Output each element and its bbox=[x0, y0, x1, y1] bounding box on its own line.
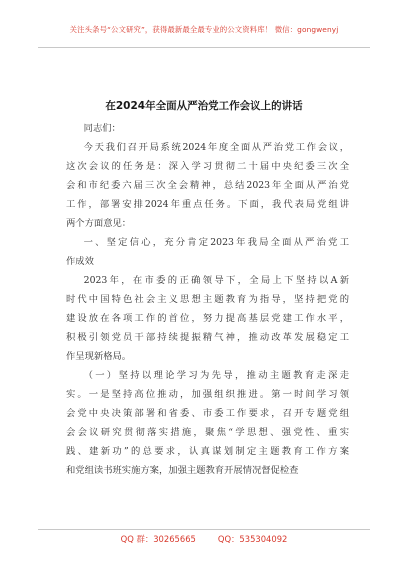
paragraph-line: 这次会议的任务是：深入学习贯彻二十届中央纪委三次全 bbox=[66, 161, 349, 172]
salutation: 同志们： bbox=[83, 123, 121, 134]
paragraph-line: 作成效 bbox=[66, 256, 94, 267]
paragraph-line: 工作，部署安排2024年重点任务。下面，我代表局党组讲 bbox=[66, 199, 349, 210]
paragraph-line: 和党组读书班实施方案，加强主题教育开展情况督促检查 bbox=[66, 465, 299, 476]
paragraph-line: 会党中央决策部署和省委、市委工作要求，召开专题党组 bbox=[66, 408, 349, 419]
paragraph-line: 一、坚定信心，充分肯定2023年我局全面从严治党工 bbox=[83, 237, 349, 248]
paragraph-line: 实。一是坚持高位推动，加强组织推进。第一时间学习领 bbox=[66, 389, 349, 400]
paragraph bbox=[66, 366, 349, 480]
header-divider bbox=[38, 47, 370, 48]
paragraph-line: （一）坚持以理论学习为先导，推动主题教育走深走 bbox=[83, 370, 349, 381]
top-promo-banner: 关注头条号“公文研究”，获得最新最全最专业的公文资料库！ 微信：gongwenyj bbox=[69, 25, 339, 34]
paragraph-line: 2023年，在市委的正确领导下，全局上下坚持以A新 bbox=[83, 275, 349, 286]
footer-divider bbox=[38, 529, 370, 530]
paragraph bbox=[66, 138, 349, 233]
footer-contact bbox=[0, 533, 408, 545]
paragraph bbox=[66, 271, 349, 366]
paragraph-line: 会和市纪委六届三次全会精神，总结2023年全面从严治党 bbox=[66, 180, 349, 191]
document-body bbox=[66, 119, 349, 480]
paragraph bbox=[66, 233, 349, 271]
paragraph-line: 践、建新功”的总要求，认真谋划制定主题教育工作方案 bbox=[66, 446, 349, 457]
paragraph-line: 两个方面意见： bbox=[66, 218, 132, 229]
paragraph-line: 今天我们召开局系统2024年度全面从严治党工作会议， bbox=[83, 142, 349, 153]
footer-qq-id: QQ：535304092 bbox=[217, 534, 288, 544]
paragraph-line: 积极引领党员干部持续提振精气神，推动改革发展稳定工 bbox=[66, 332, 349, 343]
paragraph-line: 会会议研究贯彻落实措施，聚焦“学思想、强党性、重实 bbox=[66, 427, 349, 438]
paragraph-line: 时代中国特色社会主义思想主题教育为指导，坚持把党的 bbox=[66, 294, 349, 305]
paragraph-list bbox=[66, 138, 349, 480]
paragraph-line: 作呈现新格局。 bbox=[66, 351, 132, 362]
paragraph-line: 建设放在各项工作的首位，努力提高基层党建工作水平， bbox=[66, 313, 349, 324]
footer-qq-group: QQ 群：30265665 bbox=[120, 534, 196, 544]
document-title: 在2024年全面从严治党工作会议上的讲话 bbox=[105, 100, 303, 112]
